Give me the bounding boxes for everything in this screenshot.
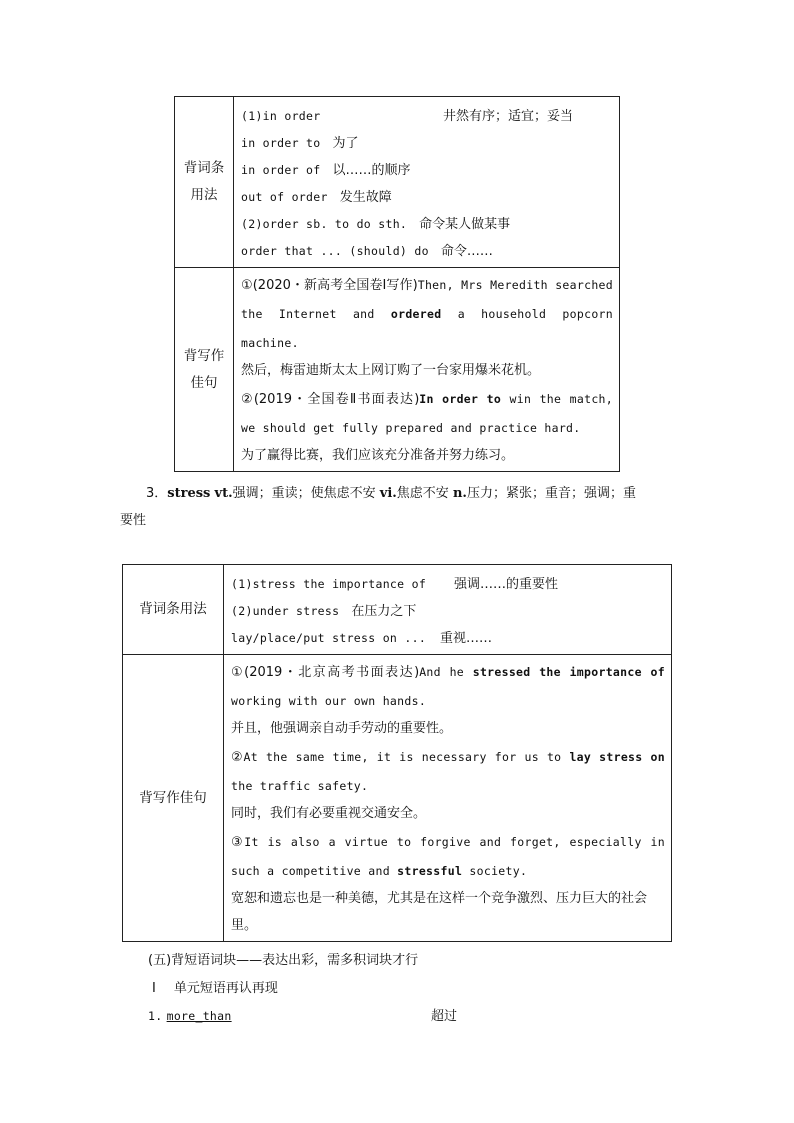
phrase-answer: more_than <box>166 1009 232 1023</box>
example-sentence-en: ②(2019・全国卷Ⅱ书面表达)In order to win the match, we should get fully prepared and practice hard. <box>241 392 614 435</box>
vocab-entry-stress: 3．stress vt.强调；重读；使焦虑不安 vi.焦虑不安 n.压力；紧张；重音；强调；重 <box>146 486 636 501</box>
usage-line: in order to 为了 <box>241 136 359 151</box>
usage-line: in order of 以……的顺序 <box>241 163 411 178</box>
phrase-meaning: 超过 <box>431 1009 458 1024</box>
phrase-item: 1. more_than 超过 <box>148 1003 468 1030</box>
usage-table-order <box>174 96 620 472</box>
example-label: 背写作佳句 <box>139 789 207 806</box>
usage-label: 背词条用法 <box>139 601 207 617</box>
usage-line: lay/place/put stress on ... 重视…… <box>231 631 493 646</box>
example-label-cell <box>123 655 224 942</box>
usage-label-cell <box>175 97 234 268</box>
example-sentence-en: ③It is also a virtue to forgive and forget, especially in such a competitive and stressful society. <box>231 835 665 878</box>
example-sentence-zh: 为了赢得比赛，我们应该充分准备并努力练习。 <box>241 448 515 463</box>
usage-line: (1)stress the importance of 强调……的重要性 <box>231 577 559 592</box>
subsection-heading: Ⅰ 单元短语再认再现 <box>152 981 278 996</box>
example-label-cell <box>175 268 234 472</box>
usage-line: (1)in order 井然有序；适宜；妥当 <box>241 109 574 124</box>
example-sentence-en: ①(2020・新高考全国卷Ⅰ写作)Then, Mrs Meredith searched the Internet and ordered a household popcorn machine. <box>241 278 614 350</box>
usage-line: (2)under stress 在压力之下 <box>231 604 417 619</box>
example-sentence-zh: 同时，我们有必要重视交通安全。 <box>231 806 427 821</box>
usage-label-cell <box>123 565 224 655</box>
vocab-entry-stress-cont: 要性 <box>120 513 147 528</box>
usage-line: (2)order sb. to do sth. 命令某人做某事 <box>241 217 511 232</box>
usage-content-cell <box>224 565 672 655</box>
example-sentence-zh: 并且，他强调亲自动手劳动的重要性。 <box>231 721 453 736</box>
example-sentence-zh: 宽恕和遗忘也是一种美德，尤其是在这样一个竞争激烈、压力巨大的社会里。 <box>231 891 648 933</box>
usage-line: order that ... (should) do 命令…… <box>241 244 493 259</box>
usage-line: out of order 发生故障 <box>241 190 392 205</box>
example-sentence-zh: 然后，梅雷迪斯太太上网订购了一台家用爆米花机。 <box>241 363 541 378</box>
example-content-cell <box>234 268 620 472</box>
section-heading: (五)背短语词块——表达出彩，需多积词块才行 <box>148 953 419 968</box>
example-label: 背写作 佳句 <box>183 347 225 391</box>
example-sentence-en: ②At the same time, it is necessary for us to lay stress on the traffic safety. <box>231 750 665 793</box>
example-sentence-en: ①(2019・北京高考书面表达)And he stressed the importance of working with our own hands. <box>231 665 665 708</box>
example-content-cell <box>224 655 672 942</box>
usage-content-cell <box>234 97 620 268</box>
usage-label: 背词条 用法 <box>183 160 225 203</box>
usage-table-stress <box>122 564 672 942</box>
